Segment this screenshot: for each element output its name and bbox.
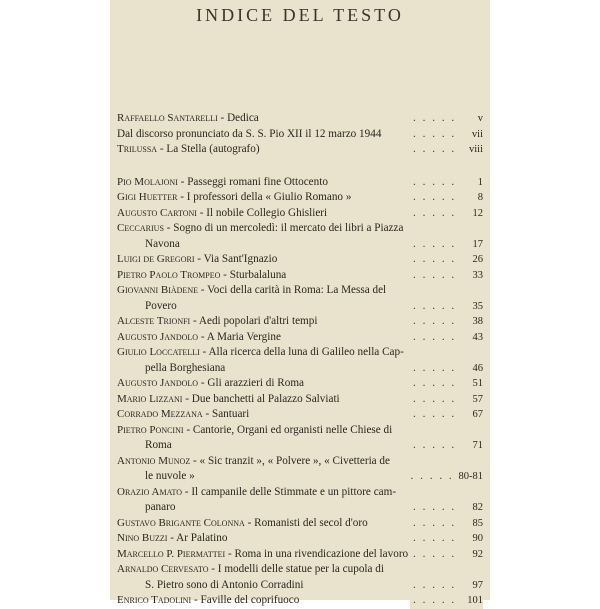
page-leader — [410, 500, 483, 516]
dot-leader: . . . . . — [413, 532, 461, 544]
toc-entry — [117, 127, 483, 143]
page-number: 46 — [472, 362, 483, 374]
entry-title: Aedi popolari d'altri tempi — [198, 315, 318, 327]
page-leader — [410, 407, 483, 423]
toc-entry — [117, 516, 483, 532]
toc-entry — [117, 593, 483, 609]
dot-leader: . . . . . — [413, 547, 461, 560]
entry-title: I modelli delle statue per la cupola di — [217, 563, 384, 575]
entry-author: Enrico Tadolini — [117, 594, 192, 606]
toc-entry-line — [117, 516, 483, 532]
entry-title: Via Sant'Ignazio — [203, 253, 278, 265]
dot-leader: . . . . . — [413, 315, 461, 327]
entry-separator: - — [196, 206, 207, 219]
entry-title: Sogno di un mercoledì: il mercato dei libri a Piazza — [173, 222, 404, 234]
dot-leader: . . . . . — [413, 392, 461, 405]
page-leader — [410, 516, 483, 532]
dot-leader: . . . . . — [413, 501, 461, 513]
dot-leader: . . . . . — [413, 408, 461, 420]
entry-title: Ar Palatino — [176, 532, 228, 544]
dot-leader: . . . . . — [413, 143, 461, 155]
dot-leader: . . . . . — [413, 237, 461, 250]
page-number: 51 — [472, 378, 483, 389]
entry-separator: - — [177, 191, 187, 203]
page-leader — [410, 531, 483, 547]
page-number: 17 — [472, 238, 483, 250]
entry-author: Nino Buzzi — [117, 532, 168, 544]
entry-title: La Stella (autografo) — [166, 143, 260, 155]
entry-title: A Maria Vergine — [206, 330, 281, 343]
page-leader — [410, 299, 483, 315]
page-leader — [410, 111, 483, 127]
page-leader — [410, 376, 483, 392]
toc-entry — [117, 190, 483, 206]
entry-separator: - — [208, 563, 218, 575]
entry-author: Pietro Poncini — [117, 423, 184, 436]
page-leader — [410, 127, 483, 143]
toc-entry-line — [117, 175, 483, 191]
toc-entry — [117, 376, 483, 392]
entry-author: Augusto Jandolo — [117, 330, 199, 343]
entry-title: Il nobile Collegio Ghislieri — [206, 206, 328, 219]
page-leader — [410, 268, 483, 284]
entry-separator: - — [177, 175, 188, 188]
toc-entry — [117, 330, 483, 346]
page-leader — [410, 547, 483, 563]
entry-separator: - — [190, 454, 200, 467]
toc-entry — [117, 423, 483, 454]
table-of-contents — [117, 111, 483, 609]
dot-leader: . . . . . — [413, 112, 461, 124]
page-number: 101 — [467, 595, 483, 606]
toc-entry — [117, 142, 483, 158]
toc-entry-line — [117, 469, 483, 485]
page-leader — [410, 314, 483, 330]
toc-entry-line — [117, 531, 483, 547]
page-number: 67 — [472, 409, 483, 420]
toc-entry-line — [117, 454, 483, 470]
toc-entry — [117, 283, 483, 314]
page-number: 26 — [472, 254, 483, 265]
toc-entry-line — [117, 345, 483, 361]
entry-author: Augusto Jandolo — [117, 377, 199, 389]
toc-entry-line — [117, 407, 483, 423]
toc-entry — [117, 111, 483, 127]
toc-entry-line — [117, 361, 483, 377]
entry-title: Due banchetti al Palazzo Salviati — [191, 392, 340, 405]
entry-title: Romanisti del secol d'oro — [254, 516, 368, 529]
page-leader — [410, 237, 483, 253]
entry-author: Pietro Paolo Trompeo — [117, 268, 221, 281]
page-number: 1 — [477, 176, 483, 188]
page-leader — [410, 438, 483, 454]
toc-entry — [117, 314, 483, 330]
page-leader — [408, 469, 483, 485]
toc-entry-line — [117, 252, 483, 268]
entry-author: Giovanni Biàdene — [117, 284, 198, 296]
page-number: 33 — [472, 269, 483, 281]
entry-author: Arnaldo Cervesato — [117, 563, 209, 575]
entry-title: « Sic tranzit », « Polvere », « Civetteria de — [199, 454, 390, 467]
toc-entry-line — [117, 283, 483, 299]
page-number: 80-81 — [458, 471, 483, 482]
entry-title: Navona — [145, 237, 180, 250]
toc-entry — [117, 562, 483, 593]
entry-separator: - — [190, 315, 199, 327]
entry-author: Ceccarius — [117, 222, 164, 234]
entry-separator: - — [225, 547, 235, 560]
page-number: v — [477, 113, 483, 124]
entry-title: Santuari — [211, 408, 250, 420]
entry-author: Luigi de Gregori — [117, 253, 195, 265]
page-number: 8 — [477, 192, 483, 203]
page-leader — [410, 175, 483, 191]
entry-separator: - — [182, 392, 192, 405]
entry-title: Il campanile delle Stimmate e un pittore cam- — [191, 485, 397, 498]
page-number: 57 — [472, 393, 483, 405]
page-number: 38 — [472, 316, 483, 327]
entry-separator: - — [194, 253, 204, 265]
entry-title: Alla ricerca della luna di Galileo nella Cap- — [208, 346, 404, 358]
page-number: viii — [468, 144, 483, 155]
dot-leader: . . . . . — [413, 361, 461, 374]
toc-entry — [117, 531, 483, 547]
toc-entry-line — [117, 299, 483, 315]
toc-entry-line — [117, 268, 483, 284]
page-number: 85 — [472, 517, 483, 529]
dot-leader: . . . . . — [413, 253, 461, 265]
entry-author: Trilussa — [117, 143, 158, 155]
toc-entry — [117, 392, 483, 408]
page-leader — [410, 190, 483, 206]
entry-author: Alceste Trionfi — [117, 315, 191, 327]
entry-separator: - — [217, 112, 228, 124]
toc-entry-line — [117, 547, 483, 563]
entry-separator: - — [157, 143, 167, 155]
entry-separator: - — [198, 377, 208, 389]
entry-title: S. Pietro sono di Antonio Corradini — [145, 578, 304, 591]
toc-entry-line — [117, 500, 483, 516]
page-leader — [410, 206, 483, 222]
entry-title: pella Borghesiana — [145, 361, 226, 374]
entry-title: Voci della carità in Roma: La Messa del — [207, 284, 387, 296]
toc-entry-line — [117, 438, 483, 454]
page-number: 97 — [472, 579, 483, 591]
entry-separator: - — [183, 423, 193, 436]
entry-separator: - — [202, 408, 212, 420]
toc-entry — [117, 454, 483, 485]
dot-leader: . . . . . — [413, 594, 461, 606]
entry-author: Orazio Amato — [117, 485, 182, 498]
toc-entry — [117, 485, 483, 516]
dot-leader: . . . . . — [410, 470, 459, 482]
toc-entry — [117, 345, 483, 376]
entry-author: Pio Molajoni — [117, 175, 178, 188]
entry-title: Roma in una rivendicazione del lavoro — [234, 547, 409, 560]
page-leader — [410, 252, 483, 268]
toc-entry-line — [117, 562, 483, 578]
entry-author: Marcello P. Piermattei — [117, 547, 226, 560]
toc-entry-line — [117, 392, 483, 408]
entry-separator: - — [197, 284, 208, 296]
toc-entry-line — [117, 376, 483, 392]
toc-entry-line — [117, 206, 483, 222]
entry-author: Giulio Loccatelli — [117, 346, 200, 358]
page-leader — [410, 361, 483, 377]
toc-entry-line — [117, 593, 483, 609]
page-leader — [410, 330, 483, 346]
entry-separator: - — [199, 346, 209, 358]
dot-leader: . . . . . — [413, 377, 461, 389]
page-number: 71 — [472, 440, 483, 451]
page-leader — [410, 142, 483, 158]
page-leader — [410, 392, 483, 408]
dot-leader: . . . . . — [413, 127, 461, 140]
dot-leader: . . . . . — [413, 439, 461, 451]
page-number: 35 — [472, 300, 483, 312]
dot-leader: . . . . . — [413, 516, 461, 529]
dot-leader: . . . . . — [413, 330, 461, 343]
page-number: vii — [471, 128, 483, 140]
toc-entry-line — [117, 578, 483, 594]
entry-author: Mario Lizzani — [117, 392, 183, 405]
page-number: 90 — [472, 533, 483, 544]
toc-entry-line — [117, 237, 483, 253]
entry-separator: - — [167, 532, 177, 544]
page-number: 82 — [472, 502, 483, 513]
entry-author: Antonio Munoz — [117, 454, 191, 467]
entry-title: Passeggi romani fine Ottocento — [187, 175, 328, 188]
page-title: INDICE DEL TESTO — [196, 5, 404, 25]
section-gap — [117, 158, 483, 175]
entry-title: le nuvole » — [145, 470, 195, 482]
toc-entry-line — [117, 127, 483, 143]
entry-separator: - — [198, 330, 207, 343]
entry-title: panaro — [145, 501, 176, 513]
entry-title: Faville del coprifuoco — [200, 594, 300, 606]
dot-leader: . . . . . — [413, 206, 461, 219]
toc-entry — [117, 547, 483, 563]
toc-entry — [117, 206, 483, 222]
toc-entry-line — [117, 330, 483, 346]
entry-title: Gli arazzieri di Roma — [207, 377, 304, 389]
toc-entry-line — [117, 111, 483, 127]
dot-leader: . . . . . — [413, 191, 461, 203]
entry-author: Raffaello Santarelli — [117, 112, 218, 124]
toc-entry — [117, 221, 483, 252]
toc-entry-line — [117, 142, 483, 158]
entry-separator: - — [163, 222, 174, 234]
entry-title: Dedica — [227, 112, 259, 124]
dot-leader: . . . . . — [413, 299, 461, 312]
toc-entry — [117, 268, 483, 284]
page-number: 12 — [472, 207, 483, 219]
entry-author: Gigi Huetter — [117, 191, 178, 203]
entry-title: I professori della « Giulio Romano » — [186, 191, 352, 203]
entry-separator: - — [191, 594, 201, 606]
entry-title: Povero — [145, 299, 177, 312]
entry-separator: - — [244, 516, 255, 529]
page-number: 92 — [472, 548, 483, 560]
toc-entry-line — [117, 221, 483, 237]
toc-entry — [117, 175, 483, 191]
entry-separator: - — [182, 485, 192, 498]
toc-entry — [117, 407, 483, 423]
toc-entry-line — [117, 190, 483, 206]
toc-entry — [117, 252, 483, 268]
page-number: 43 — [472, 331, 483, 343]
entry-title: Roma — [145, 439, 172, 451]
toc-entry-line — [117, 423, 483, 439]
toc-entry-line — [117, 485, 483, 501]
page-leader — [410, 578, 483, 594]
entry-author: Gustavo Brigante Colonna — [117, 516, 245, 529]
dot-leader: . . . . . — [413, 175, 461, 188]
page-leader — [410, 593, 483, 609]
book-page — [110, 0, 490, 606]
toc-entry-line — [117, 314, 483, 330]
entry-separator: - — [220, 268, 230, 281]
entry-title: Dal discorso pronunciato da S. S. Pio XII il 12 marzo 1944 — [117, 127, 382, 140]
entry-title: Cantorie, Organi ed organisti nelle Chiese di — [192, 423, 393, 436]
entry-author: Augusto Cartoni — [117, 206, 197, 219]
dot-leader: . . . . . — [413, 578, 461, 591]
dot-leader: . . . . . — [413, 268, 461, 281]
entry-author: Corrado Mezzana — [117, 408, 203, 420]
entry-title: Sturbalaluna — [229, 268, 287, 281]
